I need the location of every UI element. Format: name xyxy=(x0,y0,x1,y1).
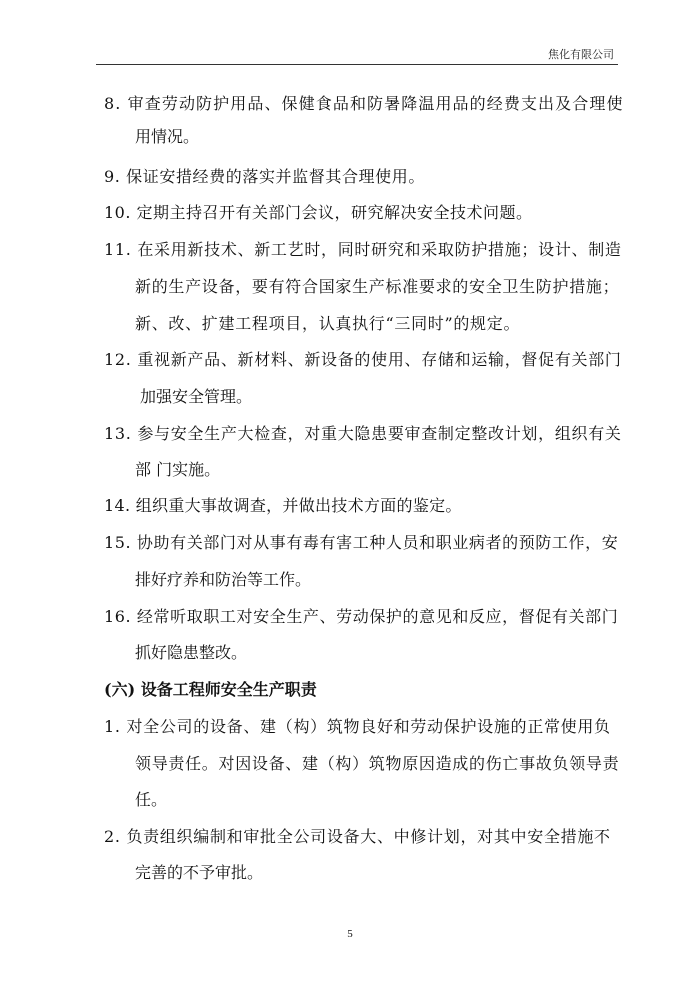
text-line: 领导责任。对因设备、建（构）筑物原因造成的伤亡事故负领导责 xyxy=(135,754,620,773)
text-line: 任。 xyxy=(135,790,168,809)
text-line: 13. 参与安全生产大检查，对重大隐患要审查制定整改计划，组织有关 xyxy=(104,424,622,443)
text-line: 9. 保证安措经费的落实并监督其合理使用。 xyxy=(104,167,425,186)
text-line: 2. 负责组织编制和审批全公司设备大、中修计划，对其中安全措施不 xyxy=(104,827,611,846)
text-line: 15. 协助有关部门对从事有毒有害工种人员和职业病者的预防工作，安 xyxy=(104,533,619,552)
text-line: 10. 定期主持召开有关部门会议，研究解决安全技术问题。 xyxy=(104,203,533,222)
page-number: 5 xyxy=(347,928,353,940)
text-line: 部 门实施。 xyxy=(135,460,221,479)
text-line: 1. 对全公司的设备、建（构）筑物良好和劳动保护设施的正常使用负 xyxy=(104,717,611,736)
text-line: 用情况。 xyxy=(135,127,200,146)
text-line: 11. 在采用新技术、新工艺时，同时研究和采取防护措施；设计、制造 xyxy=(104,240,622,259)
text-line: 14. 组织重大事故调查，并做出技术方面的鉴定。 xyxy=(104,496,462,515)
text-line: 新的生产设备，要有符合国家生产标准要求的安全卫生防护措施； xyxy=(135,277,620,296)
text-line: 排好疗养和防治等工作。 xyxy=(135,570,312,589)
section-title: (六) 设备工程师安全生产职责 xyxy=(104,680,317,699)
text-line: 12. 重视新产品、新材料、新设备的使用、存储和运输，督促有关部门 xyxy=(104,350,622,369)
text-line: 完善的不予审批。 xyxy=(135,863,264,882)
header-company-name: 焦化有限公司 xyxy=(548,48,614,61)
text-line: 抓好隐患整改。 xyxy=(135,643,248,662)
text-line: 加强安全管理。 xyxy=(140,387,253,406)
text-line: 16. 经常听取职工对安全生产、劳动保护的意见和反应，督促有关部门 xyxy=(104,607,619,626)
text-line: 新、改、扩建工程项目，认真执行“三同时”的规定。 xyxy=(135,314,521,333)
header-rule xyxy=(96,64,618,65)
text-line: 8. 审查劳动防护用品、保健食品和防暑降温用品的经费支出及合理使 xyxy=(104,94,624,113)
